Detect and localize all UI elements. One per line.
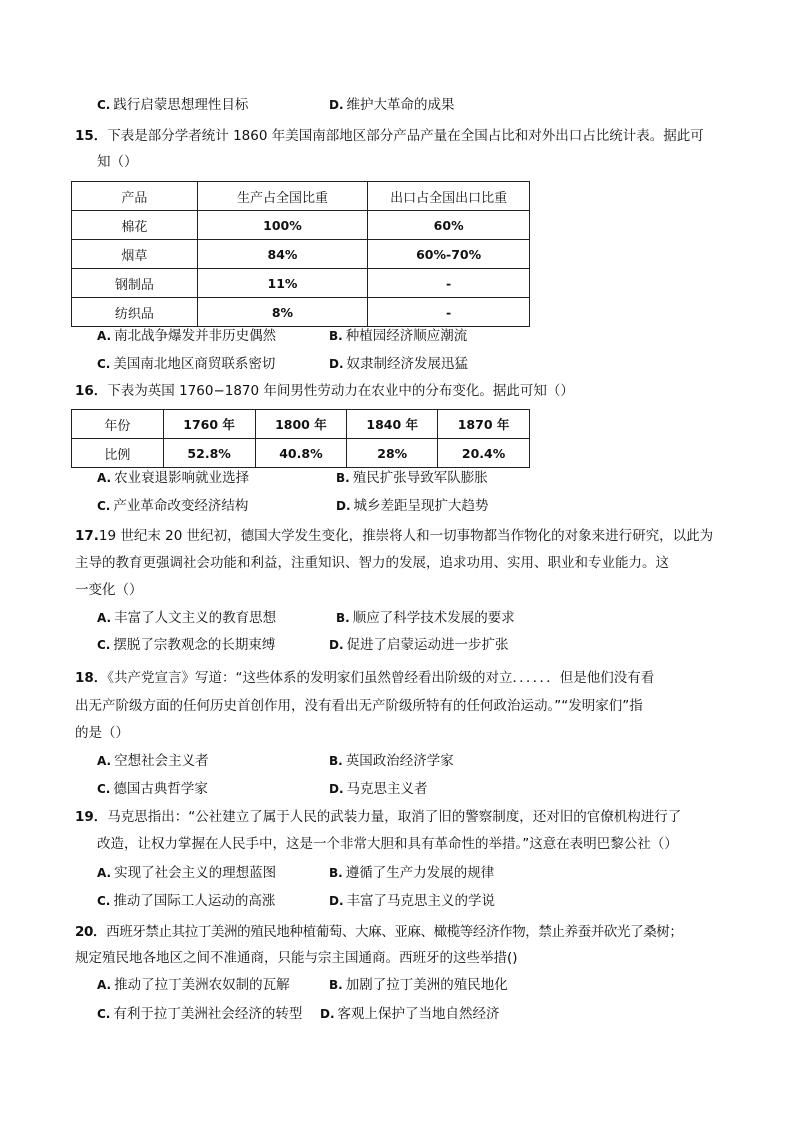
q17-option-b[interactable]: B. 顺应了科学技术发展的要求 bbox=[336, 610, 515, 626]
q17-stem-line2: 主导的教育更强调社会功能和利益，注重知识、智力的发展，追求功用、实用、职业和专业能力。这 bbox=[75, 555, 669, 571]
q16-option-b[interactable]: B. 殖民扩张导致军队膨胀 bbox=[336, 470, 488, 486]
table-cell: 棉花 bbox=[72, 211, 198, 240]
q16-stem-line1: 16．下表为英国 1760−1870 年间男性劳动力在农业中的分布变化。据此可知（） bbox=[75, 383, 574, 399]
q20-stem-line2: 规定殖民地各地区之间不准通商，只能与宗主国通商。西班牙的这些举措() bbox=[75, 950, 518, 966]
table-header-cell: 出口占全国出口比重 bbox=[368, 182, 530, 211]
q15-stem-line1: 15．下表是部分学者统计 1860 年美国南部地区部分产品产量在全国占比和对外出口占比统计表。据此可 bbox=[75, 128, 704, 144]
q16-option-d[interactable]: D. 城乡差距呈现扩大趋势 bbox=[336, 498, 489, 514]
table-header-cell: 1760 年 bbox=[163, 410, 255, 439]
table-cell: 84% bbox=[197, 240, 368, 269]
table-row bbox=[72, 298, 530, 327]
table-header-cell: 1800 年 bbox=[255, 410, 347, 439]
q19-option-b[interactable]: B. 遵循了生产力发展的规律 bbox=[329, 865, 495, 881]
q17-option-d[interactable]: D. 促进了启蒙运动进一步扩张 bbox=[329, 637, 509, 653]
table-cell: 60% bbox=[368, 211, 530, 240]
q15-stem-line2: 知（） bbox=[97, 154, 138, 170]
q18-stem-line1: 18．《共产党宣言》写道：“这些体系的发明家们虽然曾经看出阶级的对立．．．．．．但是他们没有看 bbox=[75, 670, 655, 686]
table-cell: 60%-70% bbox=[368, 240, 530, 269]
table-header-cell: 1840 年 bbox=[347, 410, 438, 439]
q19-stem-line2: 改造，让权力掌握在人民手中，这是一个非常大胆和具有革命性的举措。”这意在表明巴黎公社（） bbox=[97, 836, 678, 852]
table-cell: 20.4% bbox=[438, 439, 530, 468]
q16-option-a[interactable]: A. 农业衰退影响就业选择 bbox=[97, 470, 250, 486]
q17-option-c[interactable]: C. 摆脱了宗教观念的长期束缚 bbox=[97, 637, 276, 653]
q14-option-d[interactable]: D. 维护大革命的成果 bbox=[329, 97, 455, 113]
q18-option-b[interactable]: B. 英国政治经济学家 bbox=[329, 753, 454, 769]
table-cell: 40.8% bbox=[255, 439, 347, 468]
q15-option-b[interactable]: B. 种植园经济顺应潮流 bbox=[329, 328, 468, 344]
q20-stem-line1: 20．西班牙禁止其拉丁美洲的殖民地种植葡萄、大麻、亚麻、橄榄等经济作物，禁止养蚕并砍光了桑树； bbox=[75, 924, 683, 940]
q18-option-a[interactable]: A. 空想社会主义者 bbox=[97, 753, 209, 769]
q14-option-c[interactable]: C. 践行启蒙思想理性目标 bbox=[97, 97, 249, 113]
q15-table-header-row bbox=[72, 182, 530, 211]
table-cell: 8% bbox=[197, 298, 368, 327]
q19-option-a[interactable]: A. 实现了社会主义的理想蓝图 bbox=[97, 865, 277, 881]
q20-option-d[interactable]: D. 客观上保护了当地自然经济 bbox=[320, 1006, 500, 1022]
q15-option-d[interactable]: D. 奴隶制经济发展迅猛 bbox=[329, 356, 469, 372]
table-cell: 比例 bbox=[72, 439, 164, 468]
q18-option-c[interactable]: C. 德国古典哲学家 bbox=[97, 781, 208, 797]
q19-stem-line1: 19．马克思指出：“公社建立了属于人民的武装力量，取消了旧的警察制度，还对旧的官僚机构进行了 bbox=[75, 809, 682, 825]
q18-option-d[interactable]: D. 马克思主义者 bbox=[329, 781, 428, 797]
table-header-cell: 产品 bbox=[72, 182, 198, 211]
table-cell: - bbox=[368, 298, 530, 327]
q20-option-c[interactable]: C. 有利于拉丁美洲社会经济的转型 bbox=[97, 1006, 303, 1022]
q17-stem-line3: 一变化（） bbox=[75, 582, 143, 598]
table-cell: 11% bbox=[197, 269, 368, 298]
table-row bbox=[72, 269, 530, 298]
q19-option-d[interactable]: D. 丰富了马克思主义的学说 bbox=[329, 893, 496, 909]
q15-option-c[interactable]: C. 美国南北地区商贸联系密切 bbox=[97, 356, 276, 372]
table-cell: 钢制品 bbox=[72, 269, 198, 298]
q16-table bbox=[71, 409, 530, 468]
q17-option-a[interactable]: A. 丰富了人文主义的教育思想 bbox=[97, 610, 277, 626]
table-cell: 100% bbox=[197, 211, 368, 240]
q17-stem-line1: 17.19 世纪末 20 世纪初，德国大学发生变化，推崇将人和一切事物都当作物化的对象来进行研究，以此为 bbox=[75, 528, 714, 544]
table-cell: 28% bbox=[347, 439, 438, 468]
q15-table bbox=[71, 181, 530, 327]
table-header-cell: 生产占全国比重 bbox=[197, 182, 368, 211]
table-cell: 烟草 bbox=[72, 240, 198, 269]
q15-option-a[interactable]: A. 南北战争爆发并非历史偶然 bbox=[97, 328, 277, 344]
q19-option-c[interactable]: C. 推动了国际工人运动的高涨 bbox=[97, 893, 276, 909]
table-header-cell: 年份 bbox=[72, 410, 164, 439]
table-row bbox=[72, 211, 530, 240]
q20-option-b[interactable]: B. 加剧了拉丁美洲的殖民地化 bbox=[329, 977, 508, 993]
table-header-cell: 1870 年 bbox=[438, 410, 530, 439]
table-cell: 52.8% bbox=[163, 439, 255, 468]
table-cell: - bbox=[368, 269, 530, 298]
table-cell: 纺织品 bbox=[72, 298, 198, 327]
q16-table-header-row bbox=[72, 410, 530, 439]
q18-stem-line2: 出无产阶级方面的任何历史首创作用，没有看出无产阶级所特有的任何政治运动。”“发明家们”指 bbox=[75, 698, 643, 714]
q20-option-a[interactable]: A. 推动了拉丁美洲农奴制的瓦解 bbox=[97, 977, 290, 993]
q16-option-c[interactable]: C. 产业革命改变经济结构 bbox=[97, 498, 249, 514]
q18-stem-line3: 的是（） bbox=[75, 725, 129, 741]
table-row bbox=[72, 240, 530, 269]
table-row bbox=[72, 439, 530, 468]
